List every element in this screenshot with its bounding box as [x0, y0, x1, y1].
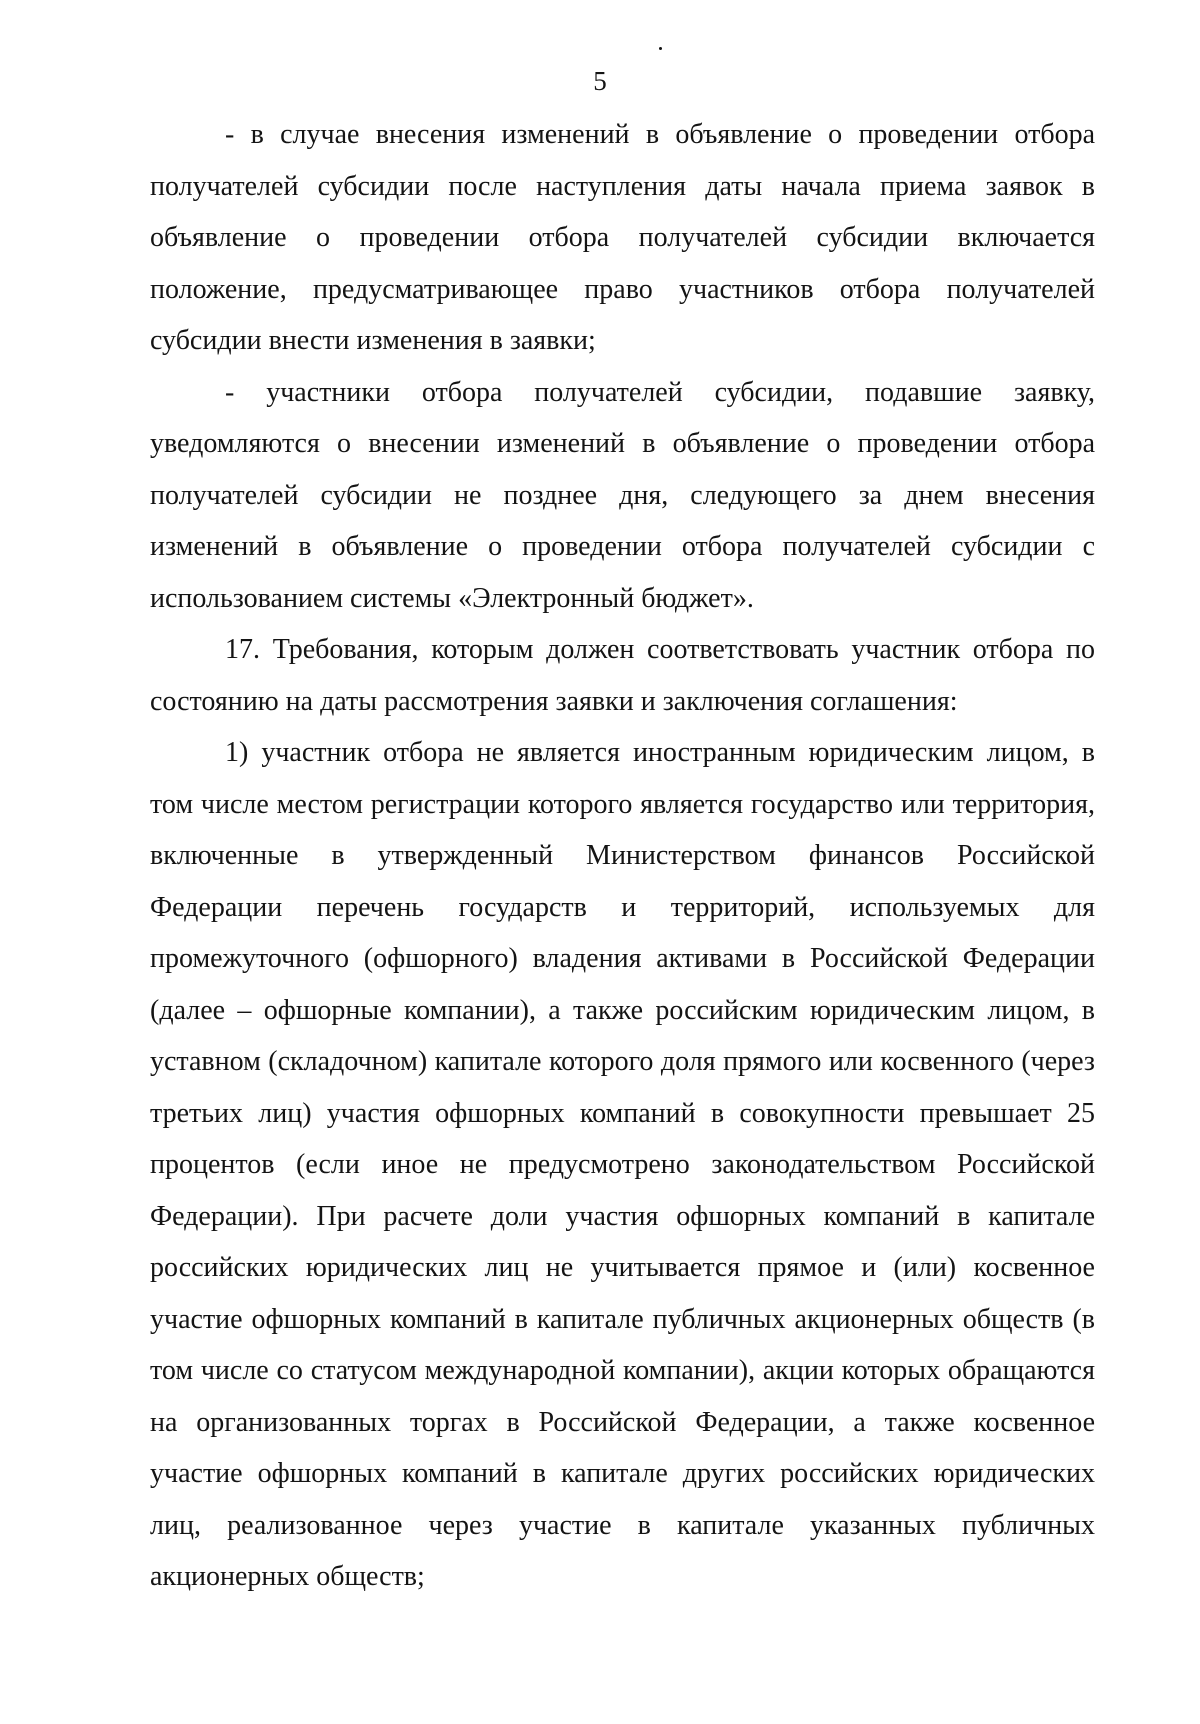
paragraph-changes-after-start: - в случае внесения изменений в объявление о проведении отбора получателей субсидии после наступления даты начала приема заявок в объявление о проведении отбора получателей субсидии включается положение, предусматривающее право участников отбора получателей субсидии внести изменения в заявки; [150, 119, 1095, 356]
paragraph-participants-notified: - участники отбора получателей субсидии, подавшие заявку, уведомляются о внесении изменений в объявление о проведении отбора получателей субсидии не позднее дня, следующего за днем внесения изменений в объявление о проведении отбора получателей субсидии с использованием системы «Электронный бюджет». [150, 376, 1095, 614]
scan-speck [659, 47, 662, 50]
paragraph-requirement-1-offshore: 1) участник отбора не является иностранным юридическим лицом, в том числе местом регистрации которого является государство или территория, включенные в утвержденный Министерством финансов Российской Федерации перечень государств и территорий, используемых для промежуточного (офшорного) владения активами в Российской Федерации (далее – офшорные компании), а также российским юридическим лицом, в уставном (складочном) капитале которого доля прямого или косвенного (через третьих лиц) участия офшорных компаний в совокупности превышает 25 процентов (если иное не предусмотрено законодательством Российской Федерации). При расчете доли участия офшорных компаний в капитале российских юридических лиц не учитывается прямое и (или) косвенное участие офшорных компаний в капитале публичных акционерных обществ (в том числе со статусом международной компании), акции которых обращаются на организованных торгах в Российской Федерации, а также косвенное участие офшорных компаний в капитале других российских юридических лиц, реализованное через участие в капитале указанных публичных акционерных обществ; [150, 737, 1095, 1592]
paragraph-section-17-requirements: 17. Требования, которым должен соответствовать участник отбора по состоянию на даты рассмотрения заявки и заключения соглашения: [150, 634, 1095, 717]
document-body [150, 109, 1095, 1603]
page-number: 5 [593, 66, 607, 96]
